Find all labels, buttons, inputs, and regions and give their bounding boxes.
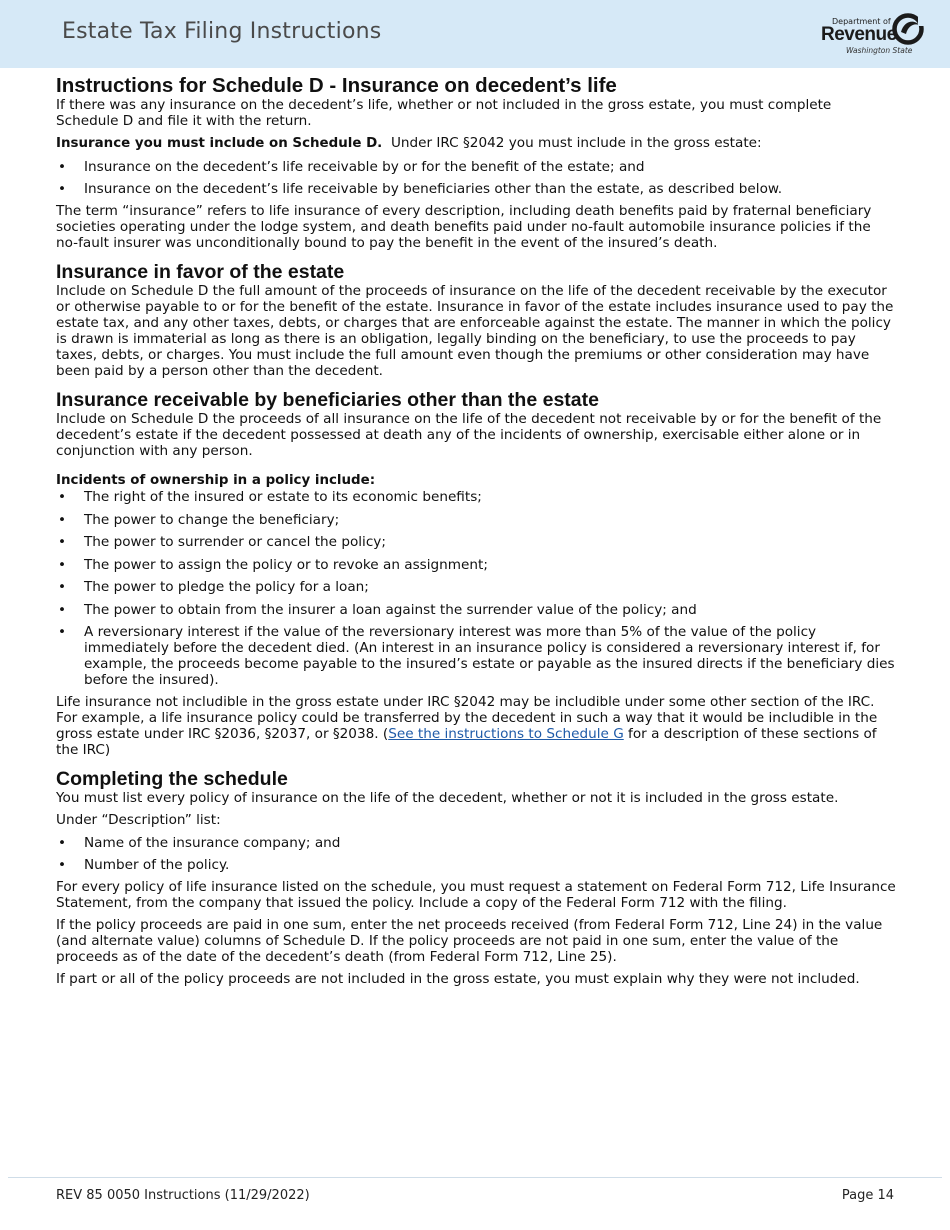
logo-dept-line: Department of xyxy=(832,17,891,26)
other-beneficiaries-body: Include on Schedule D the proceeds of all insurance on the life of the decedent not receivable by or for the benefit of the decedent’s estate if the decedent possessed at death any of the incidents of ownership, exercisable either alone or in conjunction with any person. xyxy=(56,411,882,459)
list-item: • Insurance on the decedent’s life receivable by beneficiaries other than the estate, as described below. xyxy=(56,181,896,197)
term-insurance-paragraph: The term “insurance” refers to life insurance of every description, including death benefits paid by fraternal beneficiary societies operating under the lodge system, and death benefits paid under no-fault automobile insurance policies if the no-fault insurer was unconditionally bound to pay the benefit in the event of the insured’s death. xyxy=(56,203,872,251)
completing-p1: You must list every policy of insurance on the life of the decedent, whether or not it is included in the gross estate. xyxy=(56,790,839,806)
completing-p2: Under “Description” list: xyxy=(56,812,221,828)
footer-divider xyxy=(8,1177,942,1178)
list-item: • The power to surrender or cancel the policy; xyxy=(56,534,896,550)
section-heading-other-beneficiaries: Insurance receivable by beneficiaries other than the estate xyxy=(56,389,599,411)
must-include-text: Under IRC §2042 you must include in the gross estate: xyxy=(390,135,762,151)
schedule-d-intro: If there was any insurance on the decedent’s life, whether or not included in the gross estate, you must complete Schedule D and file it with the return. xyxy=(56,97,832,129)
completing-p4: If the policy proceeds are paid in one sum, enter the net proceeds received (from Federal Form 712, Line 24) in the value (and alternate value) columns of Schedule D. If the policy proceeds are not paid in one sum, enter the value of the proceeds as of the date of the decedent’s death (from Federal Form 712, Line 25). xyxy=(56,917,883,965)
page-content xyxy=(56,75,896,987)
list-item: • A reversionary interest if the value of the reversionary interest was more than 5% of the value of the policy immediately before the decedent died. (An interest in an insurance policy is considered a reversionary interest if, for example, the proceeds become payable to the insured’s estate or payable as the insured directs if the beneficiary dies before the insured). xyxy=(56,624,896,688)
completing-p3: For every policy of life insurance listed on the schedule, you must request a statement on Federal Form 712, Life Insurance Statement, from the company that issued the policy. Include a copy of the Federal Form 712 with the filing. xyxy=(56,879,896,911)
document-title: Estate Tax Filing Instructions xyxy=(62,19,382,44)
list-item: • The power to obtain from the insurer a loan against the surrender value of the policy; and xyxy=(56,602,896,618)
footer-form-id: REV 85 0050 Instructions (11/29/2022) xyxy=(56,1188,310,1203)
logo-name: Revenue xyxy=(821,24,897,45)
must-include-paragraph xyxy=(56,135,896,152)
list-item: • The power to change the beneficiary; xyxy=(56,512,896,528)
must-include-list xyxy=(56,159,896,198)
description-list xyxy=(56,835,896,874)
schedule-g-instructions-link[interactable]: See the instructions to Schedule G xyxy=(388,726,624,742)
section-heading-schedule-d: Instructions for Schedule D - Insurance on decedent’s life xyxy=(56,74,617,97)
logo-state: Washington State xyxy=(846,46,913,55)
dor-logo xyxy=(818,13,928,57)
dor-swirl-icon xyxy=(892,13,926,45)
note-text-before: Life insurance not includible in the gross estate under IRC §2042 may be includible under some other section of the IRC. For example, a life insurance policy could be transferred by the decedent in such a way that it would be includible in the gross estate under IRC §2036, §2037, or §2038. ( xyxy=(56,694,878,742)
page-number: Page 14 xyxy=(841,1188,894,1203)
section-heading-completing: Completing the schedule xyxy=(56,768,288,790)
must-include-lead: Insurance you must include on Schedule D. xyxy=(56,136,383,151)
note-text-after: for a description of these sections of the IRC) xyxy=(56,726,877,758)
list-item: • The power to pledge the policy for a loan; xyxy=(56,579,896,595)
incidents-label: Incidents of ownership in a policy include: xyxy=(56,473,376,488)
section-heading-favor-estate: Insurance in favor of the estate xyxy=(56,261,345,283)
list-item: • The power to assign the policy or to revoke an assignment; xyxy=(56,557,896,573)
list-item: • Number of the policy. xyxy=(56,857,896,873)
list-item: • The right of the insured or estate to its economic benefits; xyxy=(56,489,896,505)
list-item: • Name of the insurance company; and xyxy=(56,835,896,851)
completing-p5: If part or all of the policy proceeds are not included in the gross estate, you must explain why they were not included. xyxy=(56,971,860,987)
favor-estate-body: Include on Schedule D the full amount of the proceeds of insurance on the life of the decedent receivable by the executor or otherwise payable to or for the benefit of the estate. Insurance in favor of the estate includes insurance used to pay the estate tax, and any other taxes, debts, or charges that are enforceable against the estate. The manner in which the policy is drawn is immaterial as long as there is an obligation, legally binding on the beneficiary, to use the proceeds to pay taxes, debts, or charges. You must include the full amount even though the premiums or other consideration may have been paid by a person other than the decedent. xyxy=(56,283,894,379)
other-section-note xyxy=(56,694,896,758)
header-band xyxy=(0,0,950,68)
incidents-list xyxy=(56,489,896,688)
list-item: • Insurance on the decedent’s life receivable by or for the benefit of the estate; and xyxy=(56,159,896,175)
